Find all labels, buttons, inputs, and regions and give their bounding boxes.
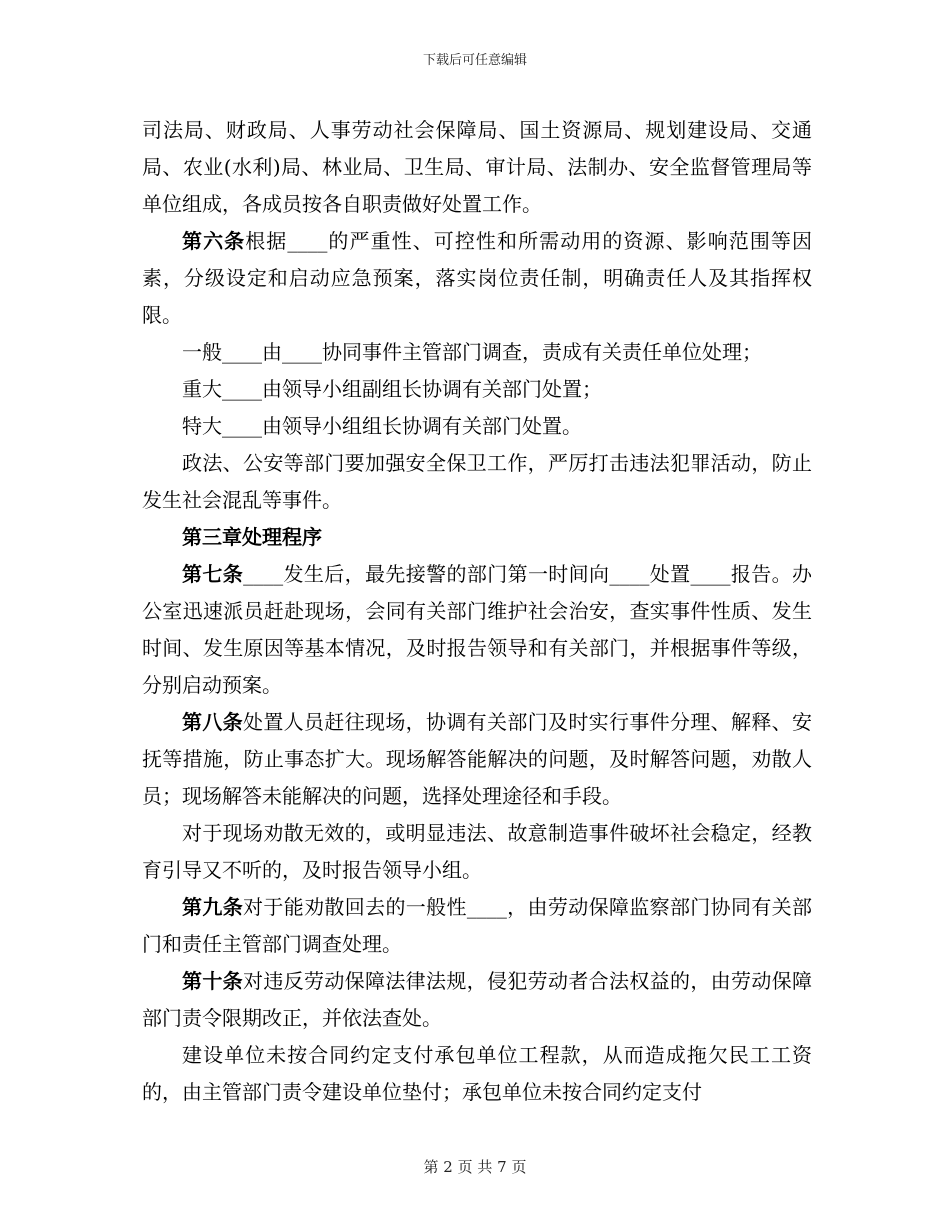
paragraph-security (142, 445, 812, 519)
para-lead: 第六条 (182, 229, 246, 253)
paragraph-article-7 (142, 556, 812, 704)
para-text: ____发生后，最先接警的部门第一时间向____处置____报告。办公室迅速派员赶赴现场，会同有关部门维护社会治安，查实事件性质、发生时间、发生原因等基本情况，及时报告领导和有关部门，并根据事件等级，分别启动预案。 (142, 562, 813, 697)
para-text: 政法、公安等部门要加强安全保卫工作，严厉打击违法犯罪活动，防止发生社会混乱等事件。 (142, 451, 812, 512)
paragraph-article-9 (142, 889, 812, 963)
para-text: 对违反劳动保障法律法规，侵犯劳动者合法权益的，由劳动保障部门责令限期改正，并依法查处。 (142, 969, 812, 1030)
paragraph-extreme-level (142, 408, 812, 445)
paragraph-ineffective-dispersal (142, 815, 812, 889)
para-lead: 第七条 (182, 562, 244, 586)
para-text: 司法局、财政局、人事劳动社会保障局、国土资源局、规划建设局、交通局、农业(水利)局、林业局、卫生局、审计局、法制办、安全监督管理局等单位组成，各成员按各自职责做好处置工作。 (142, 118, 812, 216)
para-text: 一般____由____协同事件主管部门调查，责成有关责任单位处理； (182, 340, 762, 364)
para-text: 建设单位未按合同约定支付承包单位工程款，从而造成拖欠民工工资的，由主管部门责令建设单位垫付；承包单位未按合同约定支付 (142, 1043, 812, 1104)
para-text: 处置人员赶往现场，协调有关部门及时实行事件分理、解释、安抚等措施，防止事态扩大。现场解答能解决的问题，及时解答问题，劝散人员；现场解答未能解决的问题，选择处理途径和手段。 (142, 710, 812, 808)
para-text: 对于现场劝散无效的，或明显违法、故意制造事件破坏社会稳定，经教育引导又不听的，及时报告领导小组。 (142, 821, 812, 882)
paragraph-major-level (142, 371, 812, 408)
paragraph-article-6 (142, 223, 812, 334)
para-lead: 第十条 (182, 969, 243, 993)
para-text: 特大____由领导小组组长协调有关部门处置。 (182, 414, 582, 438)
page-header (0, 52, 950, 70)
page-number: 第 2 页 共 7 页 (423, 1158, 527, 1176)
paragraph-1 (142, 112, 812, 223)
chapter-heading (142, 519, 812, 556)
paragraph-general-level (142, 334, 812, 371)
para-text: 对于能劝散回去的一般性____，由劳动保障监察部门协同有关部门和责任主管部门调查处理。 (142, 895, 813, 956)
para-text: 根据____的严重性、可控性和所需动用的资源、影响范围等因素，分级设定和启动应急预案，落实岗位责任制，明确责任人及其指挥权限。 (142, 229, 813, 327)
chapter-title: 第三章处理程序 (182, 525, 322, 549)
paragraph-article-10 (142, 963, 812, 1037)
page-footer (0, 1157, 950, 1177)
document-body (142, 112, 812, 1111)
paragraph-construction-unit (142, 1037, 812, 1111)
header-text: 下载后可任意编辑 (422, 53, 527, 68)
para-lead: 第八条 (182, 710, 243, 734)
para-text: 重大____由领导小组副组长协调有关部门处置； (182, 377, 602, 401)
para-lead: 第九条 (182, 895, 244, 919)
paragraph-article-8 (142, 704, 812, 815)
